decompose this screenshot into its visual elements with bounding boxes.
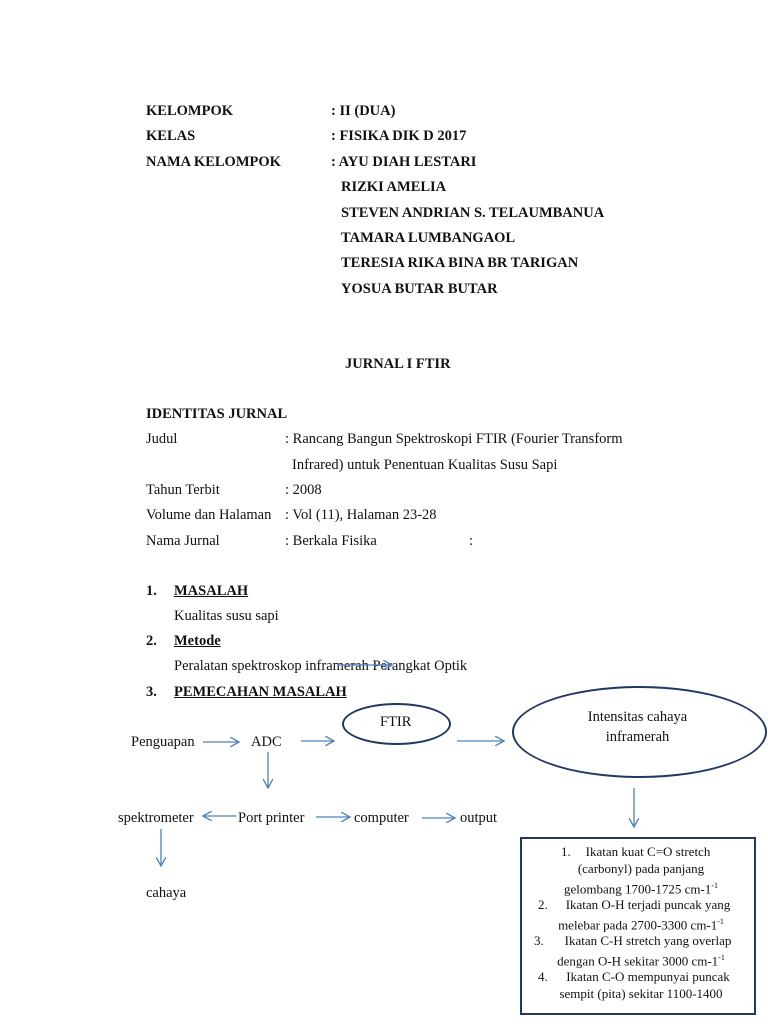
document-title: JURNAL I FTIR <box>345 356 451 372</box>
volume-label: Volume dan Halaman <box>146 507 272 523</box>
metode-text: Peralatan spektroskop inframerah Perangkat Optik <box>174 658 468 674</box>
section-heading-masalah: MASALAH <box>174 583 249 599</box>
section-number: 2. <box>146 633 157 649</box>
identitas-heading: IDENTITAS JURNAL <box>146 406 288 422</box>
intensitas-label: Intensitas cahaya <box>587 709 688 725</box>
section-heading-metode: Metode <box>174 633 221 649</box>
section-heading-pemecahan: PEMECAHAN MASALAH <box>174 684 347 700</box>
tahun-label: Tahun Terbit <box>146 482 220 498</box>
intensitas-label: inframerah <box>605 729 670 745</box>
spektrometer-label: spektrometer <box>118 810 194 826</box>
nama-jurnal-extra: : <box>469 533 474 549</box>
volume-value: : Vol (11), Halaman 23-28 <box>285 507 437 523</box>
member-name: RIZKI AMELIA <box>341 179 447 195</box>
kelompok-label: KELOMPOK <box>146 103 233 119</box>
member-name: TERESIA RIKA BINA BR TARIGAN <box>341 255 579 271</box>
computer-label: computer <box>354 810 409 826</box>
ftir-label: FTIR <box>380 714 412 730</box>
adc-label: ADC <box>251 734 282 750</box>
penguapan-label: Penguapan <box>131 734 195 750</box>
kelompok-value: : II (DUA) <box>331 103 396 119</box>
finding-item: 3. Ikatan C-H stretch yang overlap dengan O-H sekitar 3000 $cm-1^{-1}$ <box>534 933 732 969</box>
member-name: YOSUA BUTAR BUTAR <box>341 281 498 297</box>
section-number: 1. <box>146 583 157 599</box>
judul-label: Judul <box>146 431 178 447</box>
member-name: TAMARA LUMBANGAOL <box>341 230 516 246</box>
finding-item: 1. Ikatan kuat C=O stretch (carbonyl) pada panjang gelombang 1700-1725 $cm-1^{-1}$ <box>561 844 718 897</box>
finding-item: 4. Ikatan C-O mempunyai puncak sempit (pita) sekitar 1100-1400 <box>538 969 730 1001</box>
cahaya-label: cahaya <box>146 885 187 901</box>
finding-item: 2. Ikatan O-H terjadi puncak yang melebar pada 2700-3300 $cm-1^{-1}$ <box>538 897 731 933</box>
tahun-value: : 2008 <box>285 482 322 498</box>
nama-jurnal-label: Nama Jurnal <box>146 533 220 549</box>
output-label: output <box>460 810 498 826</box>
port-printer-label: Port printer <box>238 810 305 826</box>
section-number: 3. <box>146 684 157 700</box>
judul-value-cont: Infrared) untuk Penentuan Kualitas Susu Sapi <box>292 457 558 473</box>
member-name: STEVEN ANDRIAN S. TELAUMBANUA <box>341 205 605 221</box>
masalah-text: Kualitas susu sapi <box>174 608 279 624</box>
nama-kelompok-label: NAMA KELOMPOK <box>146 154 281 170</box>
nama-jurnal-value: : Berkala Fisika <box>285 533 377 549</box>
judul-value: : Rancang Bangun Spektroskopi FTIR (Fourier Transform <box>285 431 623 447</box>
kelas-label: KELAS <box>146 128 196 144</box>
kelas-value: : FISIKA DIK D 2017 <box>331 128 467 144</box>
member-name: : AYU DIAH LESTARI <box>331 154 477 170</box>
